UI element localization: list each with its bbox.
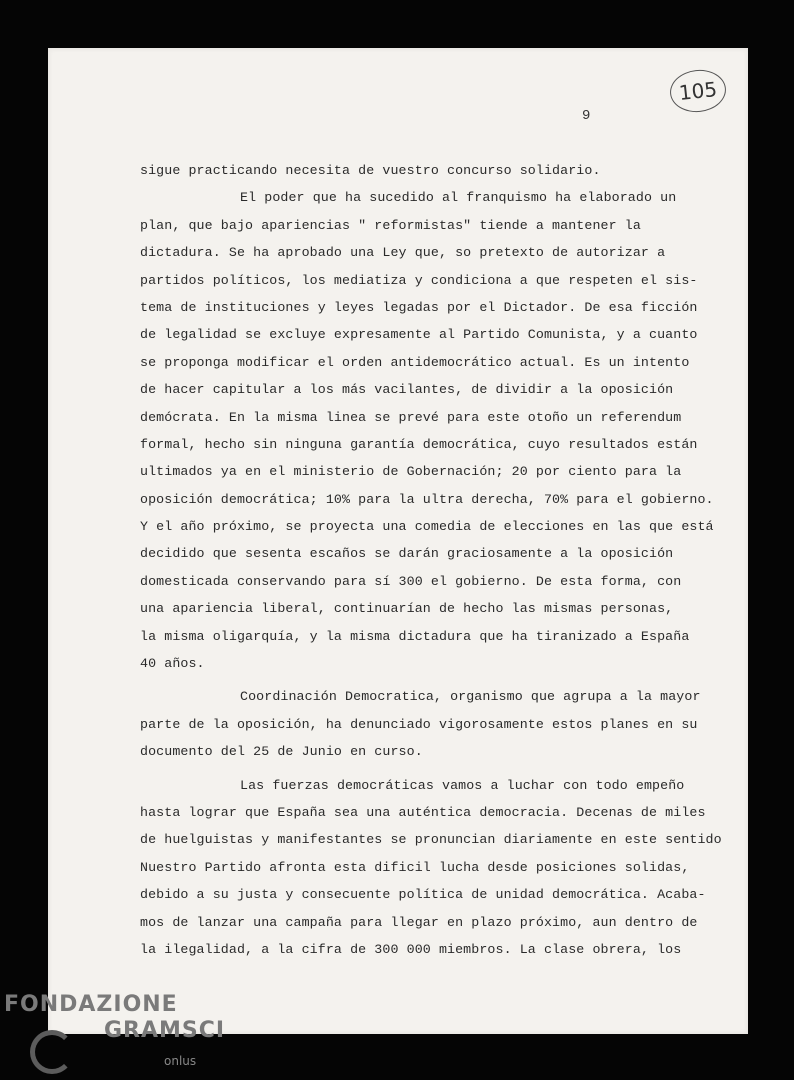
watermark-logo xyxy=(4,992,226,1068)
watermark-line-1: FONDAZIONE xyxy=(4,992,178,1017)
text-line: debido a su justa y consecuente política de unidad democrática. Acaba- xyxy=(140,887,706,903)
text-line: la ilegalidad, a la cifra de 300 000 miembros. La clase obrera, los xyxy=(140,941,682,957)
text-line: decidido que sesenta escaños se darán graciosamente a la oposición xyxy=(140,546,674,562)
text-line: Coordinación Democratica, organismo que agrupa a la mayor xyxy=(240,689,701,705)
text-line: demócrata. En la misma linea se prevé para este otoño un referendum xyxy=(140,409,682,425)
text-line: ultimados ya en el ministerio de Gobernación; 20 por ciento para la xyxy=(140,464,682,480)
text-line: sigue practicando necesita de vuestro concurso solidario. xyxy=(140,163,601,178)
page-number: 9 xyxy=(582,108,591,124)
text-line: de huelguistas y manifestantes se pronuncian diariamente en este sentido xyxy=(140,832,722,848)
text-line: de legalidad se excluye expresamente al Partido Comunista, y a cuanto xyxy=(140,327,698,343)
text-line: documento del 25 de Junio en curso. xyxy=(140,744,423,760)
text-line: tema de instituciones y leyes legadas por el Dictador. De esa ficción xyxy=(140,299,698,315)
text-line: Las fuerzas democráticas vamos a luchar con todo empeño xyxy=(240,777,685,793)
text-line: mos de lanzar una campaña para llegar en plazo próximo, aun dentro de xyxy=(140,914,698,930)
watermark-line-3: onlus xyxy=(164,1054,197,1068)
text-line: formal, hecho sin ninguna garantía democrática, cuyo resultados están xyxy=(140,436,698,452)
archive-number: 105 xyxy=(677,77,719,105)
text-line: Y el año próximo, se proyecta una comedia de elecciones en las que está xyxy=(140,519,714,535)
document-body xyxy=(140,157,746,963)
text-line: domesticada conservando para sí 300 el gobierno. De esta forma, con xyxy=(140,573,682,589)
text-line: partidos políticos, los mediatiza y condiciona a que respeten el sis- xyxy=(140,272,698,288)
text-line: parte de la oposición, ha denunciado vigorosamente estos planes en su xyxy=(140,716,698,732)
watermark-line-2: GRAMSCI xyxy=(104,1018,226,1043)
text-line: una apariencia liberal, continuarían de hecho las mismas personas, xyxy=(140,601,674,617)
text-line: la misma oligarquía, y la misma dictadura que ha tiranizado a España xyxy=(140,628,690,644)
text-line: de hacer capitular a los más vacilantes, de dividir a la oposición xyxy=(140,382,674,398)
text-line: El poder que ha sucedido al franquismo ha elaborado un xyxy=(240,190,677,206)
text-line: plan, que bajo apariencias " reformistas" tiende a mantener la xyxy=(140,217,641,233)
text-line: hasta lograr que España sea una auténtica democracia. Decenas de miles xyxy=(140,804,706,820)
text-line: se proponga modificar el orden antidemocrático actual. Es un intento xyxy=(140,354,690,370)
text-line: Nuestro Partido afronta esta dificil lucha desde posiciones solidas, xyxy=(140,859,690,875)
text-line: 40 años. xyxy=(140,656,205,672)
text-line: dictadura. Se ha aprobado una Ley que, so pretexto de autorizar a xyxy=(140,245,666,261)
text-line: oposición democrática; 10% para la ultra derecha, 70% para el gobierno. xyxy=(140,491,714,507)
